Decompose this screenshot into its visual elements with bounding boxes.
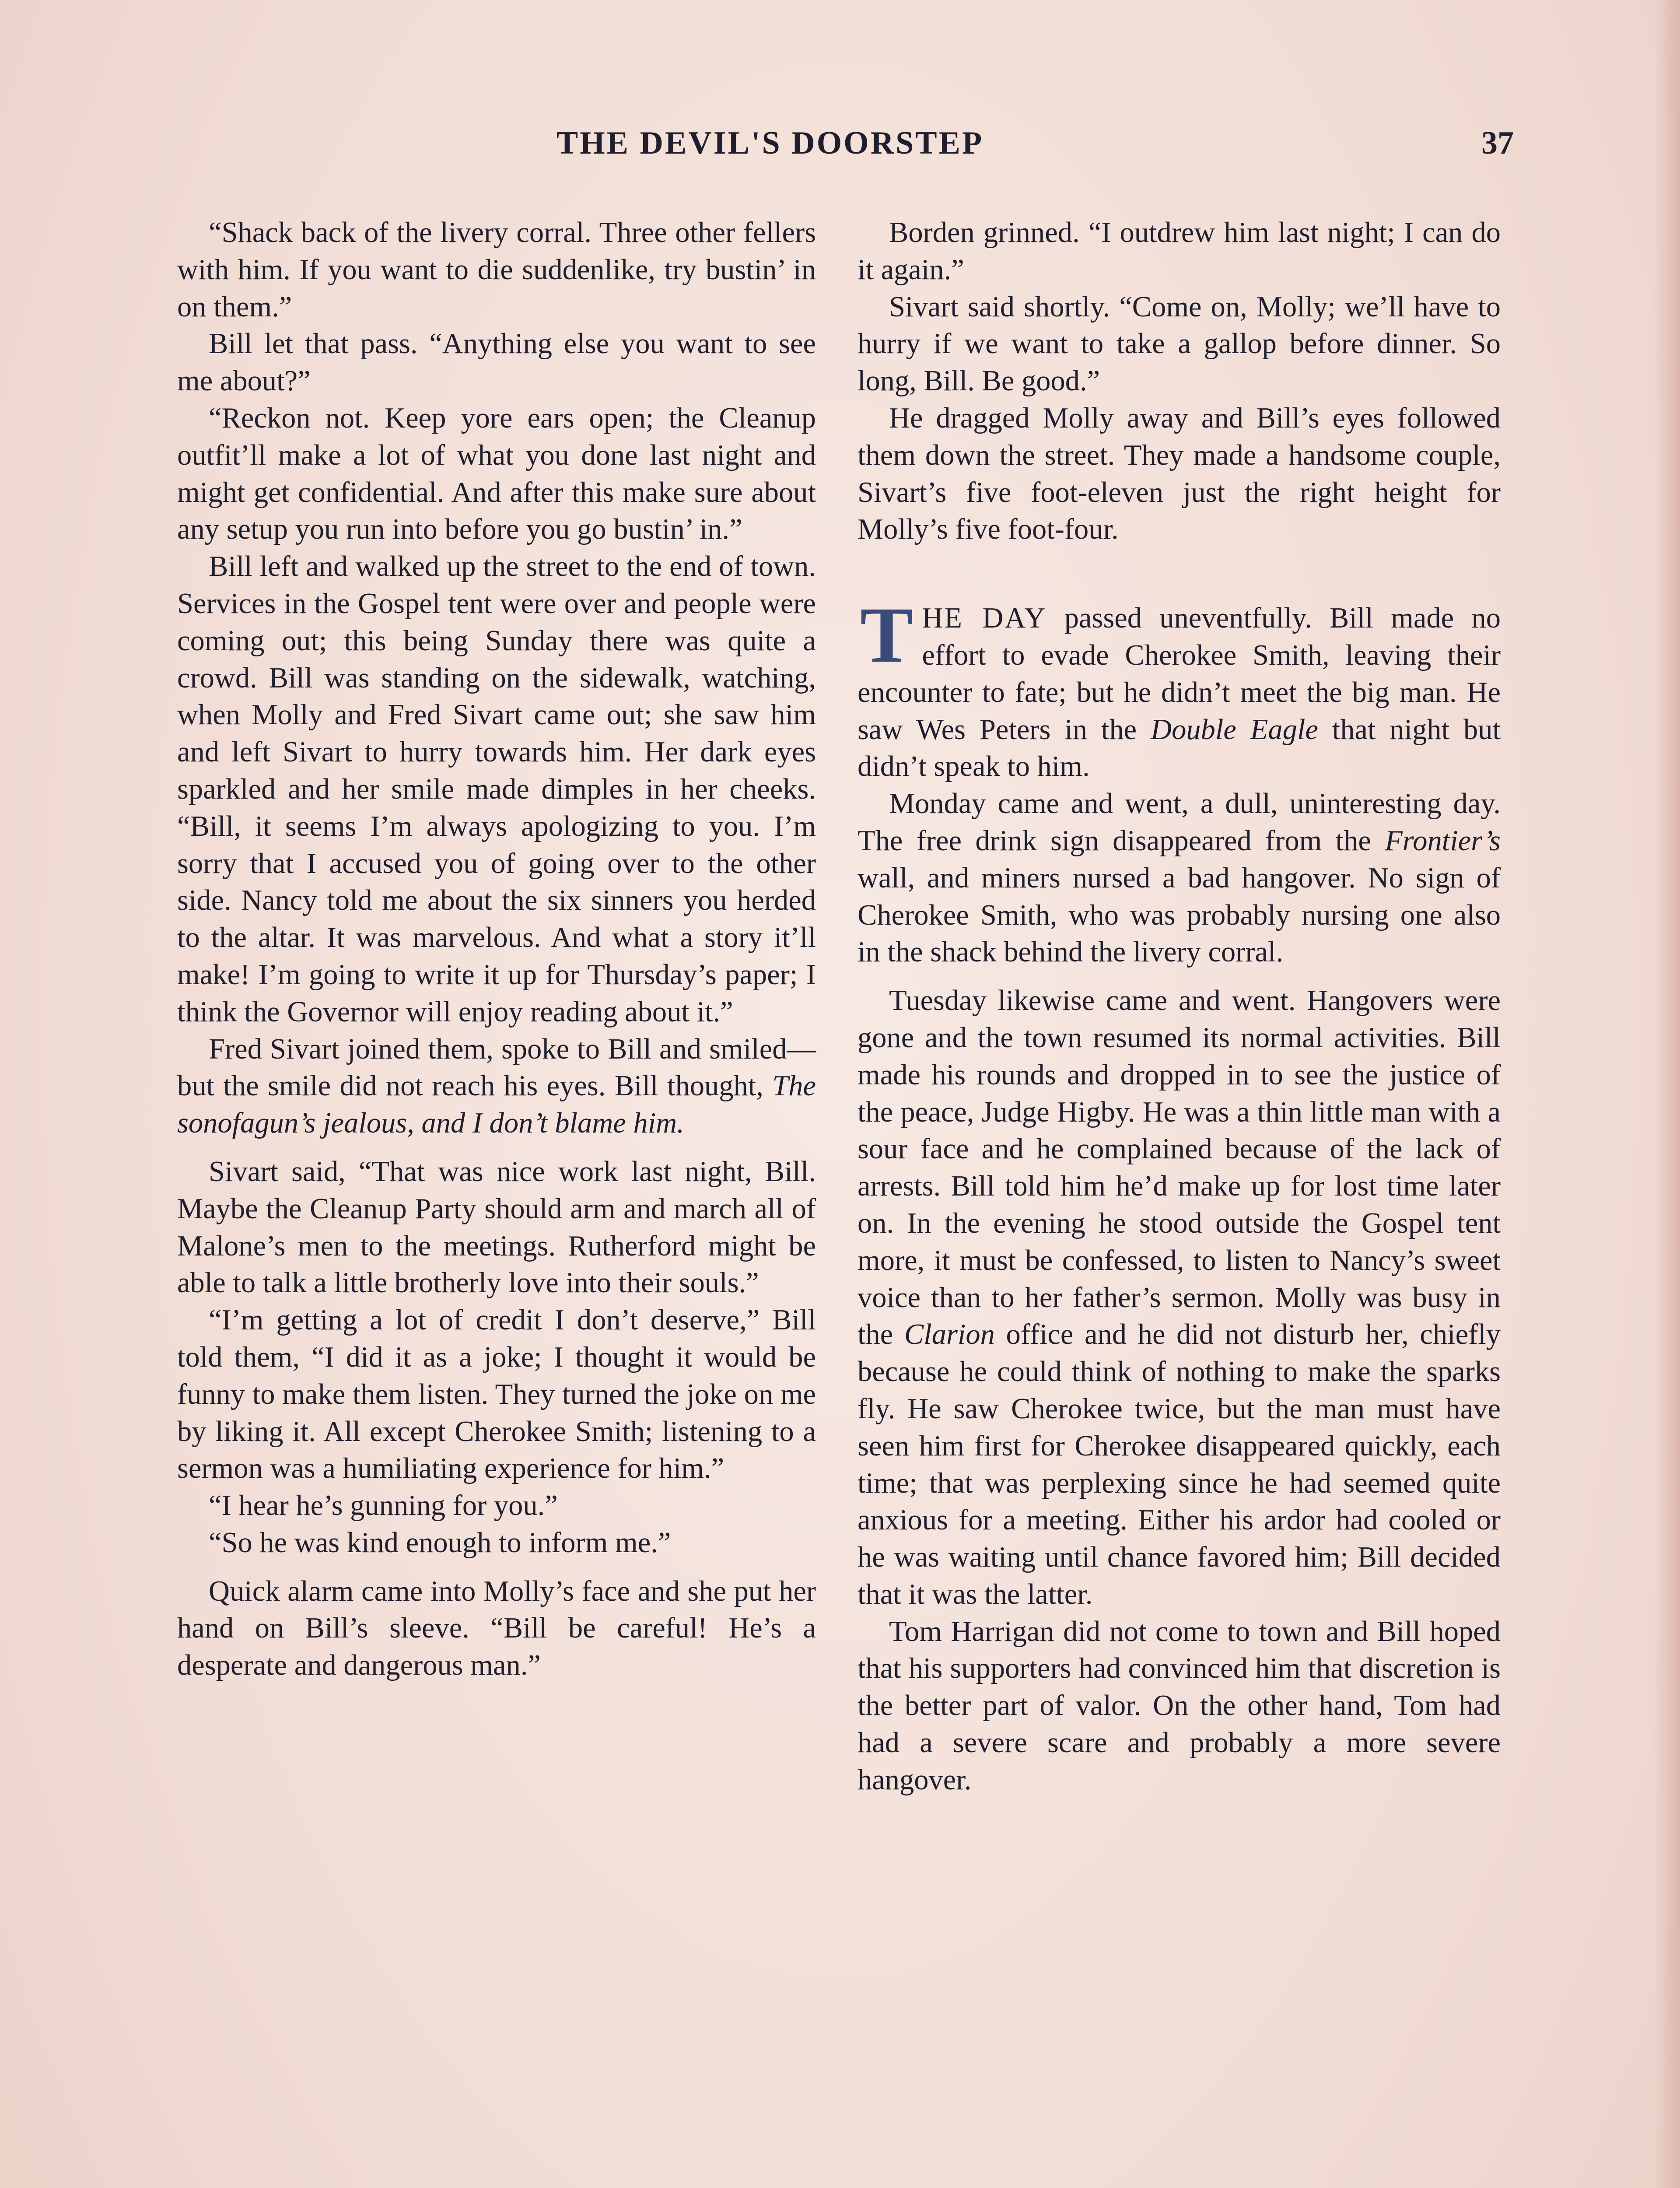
paragraph-text: that night but didn’t speak to him. <box>858 713 1501 783</box>
italic-name: Frontier’s <box>1385 824 1501 857</box>
right-text-column <box>858 214 1501 1799</box>
paragraph: “I’m getting a lot of credit I don’t deserve,” Bill told them, “I did it as a joke; I thought it would be funny to make them listen. They turned the joke on me by liking it. All except Cherokee Smith; listening to a sermon was a humiliating experience for him.” <box>177 1304 816 1485</box>
italic-name: Double Eagle <box>1151 713 1318 746</box>
left-text-column <box>177 214 816 1684</box>
section-opening-paragraph <box>858 591 1501 785</box>
paragraph-text: wall, and miners nursed a bad hangover. No sign of Cherokee Smith, who was probably nursing one also in the shack behind the livery corral. <box>858 862 1501 968</box>
paragraph: Quick alarm came into Molly’s face and she put her hand on Bill’s sleeve. “Bill be careful! He’s a desperate and dangerous man.” <box>177 1575 816 1682</box>
drop-cap: T <box>860 591 914 680</box>
paragraph: Borden grinned. “I outdrew him last night; I can do it again.” <box>858 217 1501 286</box>
paragraph-text: Tuesday likewise came and went. Hangovers were gone and the town resumed its normal activities. Bill made his rounds and dropped in to see the justice of the peace, Judge Higby. He was a thin little man with a sour face and he complained because of the lack of arrests. Bill told him he’d make up for lost time later on. In the evening he stood outside the Gospel tent more, it must be confessed, to listen to Nancy’s sweet voice than to her father’s sermon. Molly was busy in the <box>858 985 1501 1351</box>
paragraph: “Reckon not. Keep yore ears open; the Cleanup outfit’ll make a lot of what you done last night and might get confidential. And after this make sure about any setup you run into before you go bustin’ in.” <box>177 402 816 546</box>
paragraph: Bill let that pass. “Anything else you want to see me about?” <box>177 328 816 397</box>
paragraph: “So he was kind enough to inform me.” <box>209 1526 671 1559</box>
paragraph: Sivart said, “That was nice work last night, Bill. Maybe the Cleanup Party should arm and march all of Malone’s men to the meetings. Rutherford might be able to talk a little brotherly love into their souls.” <box>177 1155 816 1299</box>
italic-name: Clarion <box>904 1318 995 1351</box>
page-number: 37 <box>1481 125 1514 161</box>
paragraph <box>858 982 1501 1613</box>
paragraph <box>858 785 1501 971</box>
lead-in-caps: HE DAY <box>922 602 1047 635</box>
page-edge-shadow <box>1654 0 1680 2188</box>
paragraph: “I hear he’s gunning for you.” <box>209 1490 558 1522</box>
paragraph <box>177 1031 816 1142</box>
paragraph: Bill left and walked up the street to the end of town. Services in the Gospel tent were over and people were coming out; this being Sunday there was quite a crowd. Bill was standing on the sidewalk, watching, when Molly and Fred Sivart came out; she saw him and left Sivart to hurry towards him. Her dark eyes sparkled and her smile made dimples in her cheeks. “Bill, it seems I’m always apologizing to you. I’m sorry that I accused you of going over to the other side. Nancy told me about the six sinners you herded to the altar. It was marvelous. And what a story it’ll make! I’m going to write it up for Thursday’s paper; I think the Governor will enjoy reading about it.” <box>177 551 816 1028</box>
paragraph-text: passed uneventfully. Bill made no effort to evade Cherokee Smith, leaving their encounter to fate; but he didn’t meet the big man. He saw Wes Peters in the <box>858 602 1501 746</box>
italic-thought: The sonofagun’s jealous, and I don’t blame him. <box>177 1070 816 1140</box>
running-header-title: THE DEVIL'S DOORSTEP <box>556 125 984 161</box>
paragraph: Sivart said shortly. “Come on, Molly; we’ll have to hurry if we want to take a gallop before dinner. So long, Bill. Be good.” <box>858 291 1501 397</box>
paragraph-text: Monday came and went, a dull, uninteresting day. The free drink sign disappeared from the <box>858 788 1501 857</box>
paragraph-text: office and he did not disturb her, chiefly because he could think of nothing to make the sparks fly. He saw Cherokee twice, but the man must have seen him first for Cherokee disappeared quickly, each time; that was perplexing since he had seemed quite anxious for a meeting. Either his ardor had cooled or he was waiting until chance favored him; Bill decided that it was the latter. <box>858 1318 1501 1610</box>
paragraph-text: Fred Sivart joined them, spoke to Bill and smiled—but the smile did not reach his eyes. Bill thought, <box>177 1033 816 1102</box>
paragraph: He dragged Molly away and Bill’s eyes followed them down the street. They made a handsome couple, Sivart’s five foot-eleven just the right height for Molly’s five foot-four. <box>858 402 1501 546</box>
paragraph: “Shack back of the livery corral. Three other fellers with him. If you want to die suddenlike, try bustin’ in on them.” <box>177 217 816 323</box>
paragraph: Tom Harrigan did not come to town and Bill hoped that his supporters had convinced him that discretion is the better part of valor. On the other hand, Tom had had a severe scare and probably a more severe hangover. <box>858 1615 1501 1796</box>
